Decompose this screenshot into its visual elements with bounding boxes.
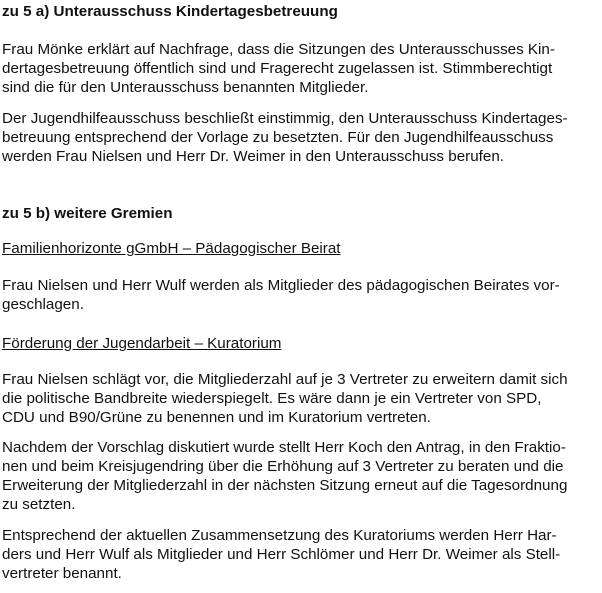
section-a-heading: zu 5 a) Unterausschuss Kindertagesbetreuung: [2, 3, 338, 20]
section-b-heading: zu 5 b) weitere Gremien: [2, 205, 173, 222]
text-line: sind die für den Unterausschuss benannten Mitglieder.: [2, 79, 369, 96]
text-line: Frau Nielsen und Herr Wulf werden als Mitglieder des pädagogischen Beirates vor-: [2, 277, 560, 294]
text-line: Der Jugendhilfeausschuss beschließt einstimmig, den Unterausschuss Kindertages-: [2, 110, 568, 127]
text-line: dertagesbetreuung öffentlich sind und Fragerecht zugelassen ist. Stimmberechtigt: [2, 60, 553, 77]
text-line: geschlagen.: [2, 296, 84, 313]
text-line: Frau Nielsen schlägt vor, die Mitgliederzahl auf je 3 Vertreter zu erweitern damit sich: [2, 371, 568, 388]
section-b-paragraph-koch-motion: [2, 438, 594, 514]
section-a-paragraph-1: [2, 40, 594, 97]
text-line: werden Frau Nielsen und Herr Dr. Weimer in den Unterausschuss berufen.: [2, 148, 504, 165]
text-line: betreuung entsprechend der Vorlage zu besetzten. Für den Jugendhilfeausschuss: [2, 129, 554, 146]
section-a-paragraph-2: [2, 109, 594, 166]
text-line: vertreter benannt.: [2, 565, 122, 582]
text-line: Erweiterung der Mitgliederzahl in der nächsten Sitzung erneut auf die Tagesordnung: [2, 477, 568, 494]
text-line: CDU und B90/Grüne zu benennen und im Kuratorium vertreten.: [2, 409, 431, 426]
text-line: Nachdem der Vorschlag diskutiert wurde stellt Herr Koch den Antrag, in den Fraktio-: [2, 439, 566, 456]
text-line: Frau Mönke erklärt auf Nachfrage, dass die Sitzungen des Unterausschusses Kin-: [2, 41, 555, 58]
text-line: die politische Bandbreite wiederspiegelt. Es wäre dann je ein Vertreter von SPD,: [2, 390, 542, 407]
text-line: nen und beim Kreisjugendring über die Erhöhung auf 3 Vertreter zu beraten und die: [2, 458, 564, 475]
section-b-paragraph-beirat: [2, 276, 594, 314]
section-b-subheading-kuratorium: Förderung der Jugendarbeit – Kuratorium: [2, 335, 282, 352]
text-line: ders und Herr Wulf als Mitglieder und Herr Schlömer und Herr Dr. Weimer als Stell-: [2, 546, 561, 563]
section-b-paragraph-kuratorium-proposal: [2, 370, 594, 427]
section-b-paragraph-composition: [2, 526, 594, 583]
text-line: zu setzten.: [2, 496, 76, 513]
text-line: Entsprechend der aktuellen Zusammensetzung des Kuratoriums werden Herr Har-: [2, 527, 557, 544]
section-b-subheading-familienhorizonte: Familienhorizonte gGmbH – Pädagogischer Beirat: [2, 240, 341, 257]
